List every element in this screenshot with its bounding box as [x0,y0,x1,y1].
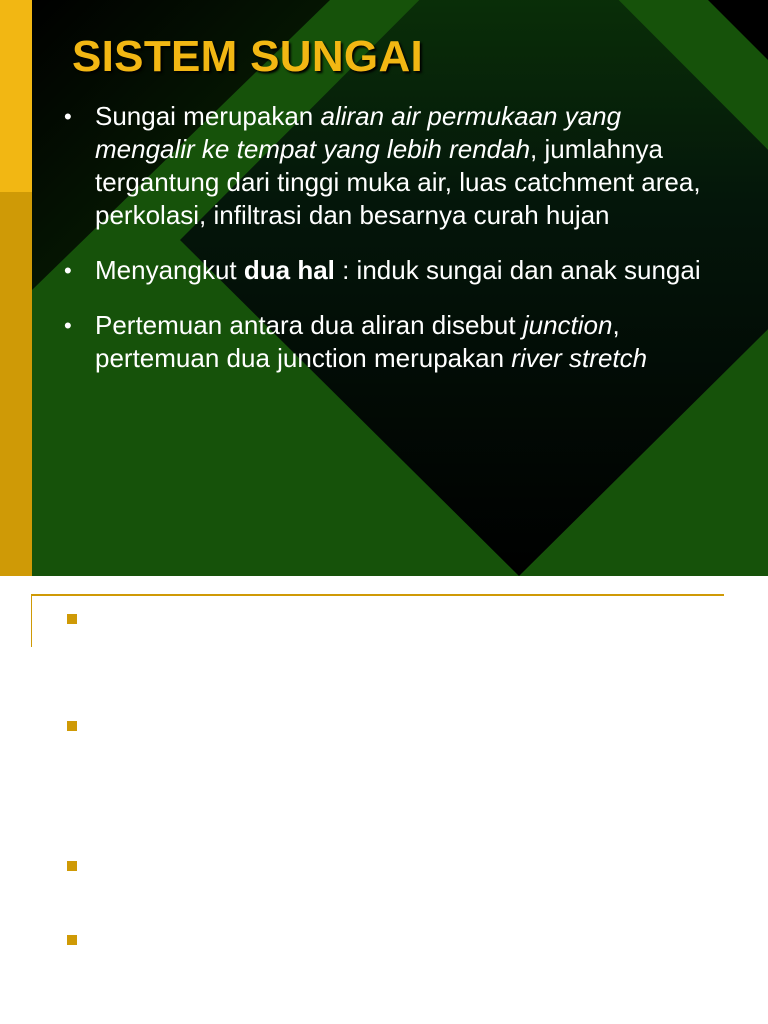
left-accent-bar-bottom [0,192,32,576]
bullet-item [64,100,724,232]
bullet-dot-icon: • [64,104,72,129]
bullet-item [64,309,724,375]
bullet-text-italic: aliran air permukaan yang mengalir ke tempat yang lebih rendah [95,101,622,164]
bullet-text-normal: : induk sungai dan anak sungai [334,255,701,285]
bullet-dot-icon: • [64,313,72,338]
slide-title: SISTEM SUNGAI [72,32,424,81]
notes-bullet-icon [67,721,77,731]
bullet-text-italic: river stretch [511,343,648,373]
bullet-text-normal: Pertemuan antara dua aliran disebut [95,310,523,340]
notes-bullet-icon [67,861,77,871]
bullet-text-bold: dua hal [243,255,335,285]
notes-left-rule [31,594,32,647]
bullet-text-normal: Menyangkut [95,255,244,285]
top-right-dark-triangle [708,0,768,60]
bullet-text-normal: , jumlahnya tergantung dari tinggi muka air, luas catchment area, perkolasi, infiltrasi dan besarnya curah hujan [95,134,701,230]
bullet-text-normal: Sungai merupakan [95,101,321,131]
notes-bullet-icon [67,935,77,945]
notes-divider [32,594,724,596]
bullet-list [64,100,724,397]
bullet-text-italic: junction [522,310,613,340]
bullet-item [64,254,724,287]
left-accent-bar-top [0,0,32,192]
bullet-text-normal: , pertemuan dua junction merupakan [95,310,620,373]
bullet-dot-icon: • [64,258,72,283]
notes-bullet-icon [67,614,77,624]
